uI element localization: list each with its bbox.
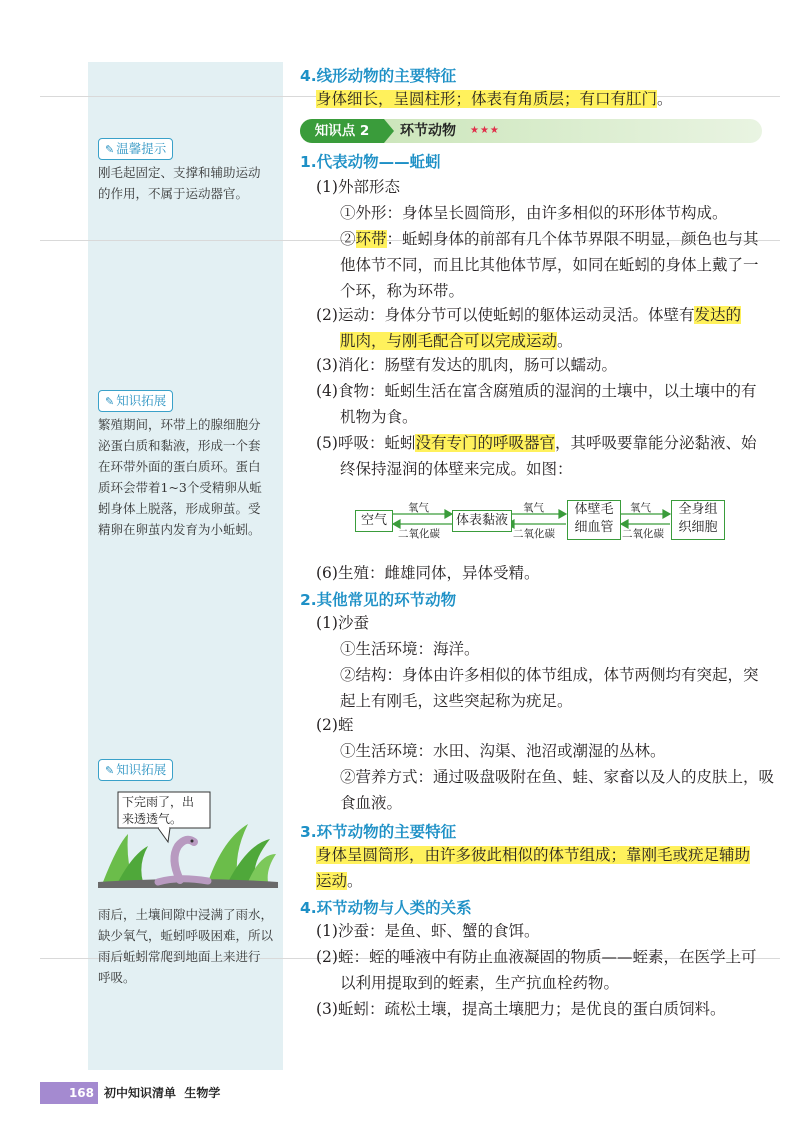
- arrow-label: 氧气: [408, 502, 429, 514]
- footer-book-title: 初中知识清单 生物学: [104, 1086, 221, 1100]
- text-line: (1)沙蚕: [316, 614, 369, 632]
- diagram-box-capillary: 体壁毛 细血管: [567, 500, 621, 540]
- knowledge-point-bar: [300, 119, 762, 143]
- text-line: 终保持湿润的体壁来完成。如图：: [340, 460, 573, 478]
- diagram-box-mucus: 体表黏液: [452, 510, 512, 532]
- text-line: (3)蚯蚓：疏松土壤，提高土壤肥力；是优良的蛋白质饲料。: [316, 1000, 726, 1018]
- section-heading: 1.代表动物——蚯蚓: [300, 153, 441, 171]
- highlight-text: 身体呈圆筒形，由许多彼此相似的体节组成；靠刚毛或疣足辅助: [316, 846, 751, 864]
- text-line: 肌肉，与刚毛配合可以完成运动。: [340, 332, 573, 350]
- text-line: (1)外部形态: [316, 178, 400, 196]
- page-number: 168: [40, 1082, 98, 1104]
- text-line: ②结构：身体由许多相似的体节组成，体节两侧均有突起，突: [340, 666, 759, 684]
- text-line: 个环，称为环带。: [340, 282, 465, 300]
- lightbulb-icon: ✎: [105, 143, 115, 156]
- knowledge-point-title: 环节动物: [400, 123, 456, 139]
- extension-text: 雨后，土壤间隙中浸满了雨水， 缺少氧气，蚯蚓呼吸困难，所以 雨后蚯蚓常爬到地面上来进行 呼吸。: [98, 907, 274, 985]
- lightbulb-icon: ✎: [105, 764, 115, 777]
- text-line: 以利用提取到的蛭素，生产抗血栓药物。: [340, 974, 620, 992]
- text-line: 机物为食。: [340, 408, 418, 426]
- text-line: (6)生殖：雌雄同体，异体受精。: [316, 564, 540, 582]
- tip-text: 刚毛起固定、支撑和辅助运动 的作用，不属于运动器官。: [98, 165, 261, 201]
- section-heading: 3.环节动物的主要特征: [300, 823, 457, 841]
- text-line: (2)运动：身体分节可以使蚯蚓的躯体运动灵活。体壁有发达的: [316, 306, 741, 324]
- section-heading: 2.其他常见的环节动物: [300, 591, 457, 609]
- difficulty-stars-icon: ★★★: [470, 125, 500, 136]
- text-line: (1)沙蚕：是鱼、虾、蟹的食饵。: [316, 922, 540, 940]
- arrow-label: 二氧化碳: [622, 528, 664, 540]
- tip-label: ✎ 温馨提示: [98, 138, 173, 160]
- text-line: (4)食物：蚯蚓生活在富含腐殖质的湿润的土壤中，以土壤中的有: [316, 382, 757, 400]
- extension-label: ✎ 知识拓展: [98, 390, 173, 412]
- text-line: ②营养方式：通过吸盘吸附在鱼、蛙、家畜以及人的皮肤上，吸: [340, 768, 775, 786]
- arrow-label: 氧气: [523, 502, 544, 514]
- text-line: (2)蛭: [316, 716, 354, 734]
- highlight-text: 运动。: [316, 872, 363, 890]
- section-heading: 4.线形动物的主要特征: [300, 67, 457, 85]
- section-heading: 4.环节动物与人类的关系: [300, 899, 472, 917]
- diagram-box-cells: 全身组 织细胞: [671, 500, 725, 540]
- text-line: ①外形：身体呈长圆筒形，由许多相似的环形体节构成。: [340, 204, 728, 222]
- arrow-label: 氧气: [630, 502, 651, 514]
- highlight-text: 身体细长，呈圆柱形；体表有角质层；有口有肛门。: [316, 90, 673, 108]
- text-line: 起上有刚毛，这些突起称为疣足。: [340, 692, 573, 710]
- text-line: 他体节不同，而且比其他体节厚，如同在蚯蚓的身体上戴了一: [340, 256, 759, 274]
- text-line: (2)蛭：蛭的唾液中有防止血液凝固的物质——蛭素，在医学上可: [316, 948, 757, 966]
- text-line: ①生活环境：水田、沟渠、池沼或潮湿的丛林。: [340, 742, 666, 760]
- text-line: 食血液。: [340, 794, 403, 812]
- lightbulb-icon: ✎: [105, 395, 115, 408]
- diagram-box-air: 空气: [355, 510, 393, 532]
- text-line: ②环带：蚯蚓身体的前部有几个体节界限不明显，颜色也与其: [340, 230, 759, 248]
- text-line: (3)消化：肠壁有发达的肌肉，肠可以蠕动。: [316, 356, 617, 374]
- knowledge-point-tag: 知识点 2: [300, 119, 384, 143]
- arrow-label: 二氧化碳: [513, 528, 555, 540]
- text-line: (5)呼吸：蚯蚓没有专门的呼吸器官，其呼吸要靠能分泌黏液、始: [316, 434, 757, 452]
- arrow-label: 二氧化碳: [398, 528, 440, 540]
- extension-text: 繁殖期间，环带上的腺细胞分 泌蛋白质和黏液，形成一个套 在环带外面的蛋白质环。蛋白 质环会带着1~3个受精卵从蚯 蚓身体上脱落，形成卵茧。受 精卵在卵茧内发育为小蚯蚓。: [98, 417, 262, 537]
- speech-bubble-text: 下完雨了，出 来透透气。: [122, 795, 195, 826]
- text-line: ①生活环境：海洋。: [340, 640, 480, 658]
- extension-label: ✎ 知识拓展: [98, 759, 173, 781]
